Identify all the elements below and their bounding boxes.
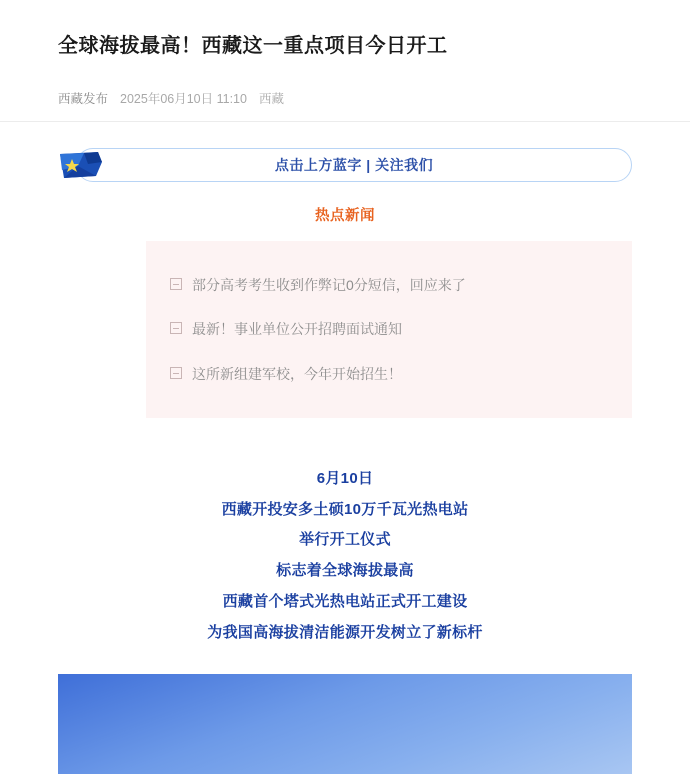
document-icon [170,278,182,290]
article-body [0,148,690,649]
document-icon [170,367,182,379]
hero-image [58,674,632,774]
article-timestamp: 2025年06月10日 11:10 [120,91,247,106]
article-meta [0,75,690,107]
hot-news-item-label: 部分高考考生收到作弊记0分短信，回应来了 [192,276,466,293]
header-divider [0,121,690,122]
hot-news-list [146,241,632,418]
headline-block [58,464,632,649]
headline-line: 西藏开投安多土硕10万千瓦光热电站 [221,500,469,518]
headline-line: 6月10日 [316,469,374,487]
headline-line: 标志着全球海拔最高 [276,562,414,580]
follow-banner[interactable] [58,148,632,182]
article-source: 西藏发布 [58,91,109,106]
page-title: 全球海拔最高！西藏这一重点项目今日开工 [58,35,448,58]
hot-news-item-label: 这所新组建军校，今年开始招生！ [192,365,402,382]
list-item[interactable] [170,352,632,396]
flag-emblem-icon [58,150,104,180]
article-page [0,13,690,678]
hot-news-item-label: 最新！事业单位公开招聘面试通知 [192,321,402,338]
document-icon [170,322,182,334]
headline-line: 西藏首个塔式光热电站正式开工建设 [222,592,468,610]
article-region: 西藏 [258,91,284,106]
headline-line: 为我国高海拔清洁能源开发树立了新标杆 [207,623,483,641]
follow-banner-label: 点击上方蓝字 | 关注我们 [274,156,434,173]
headline-line: 举行开工仪式 [299,531,391,549]
hot-news-section-title: 热点新闻 [315,207,375,224]
follow-banner-box[interactable] [76,148,632,182]
list-item[interactable] [170,263,632,307]
list-item[interactable] [170,307,632,351]
